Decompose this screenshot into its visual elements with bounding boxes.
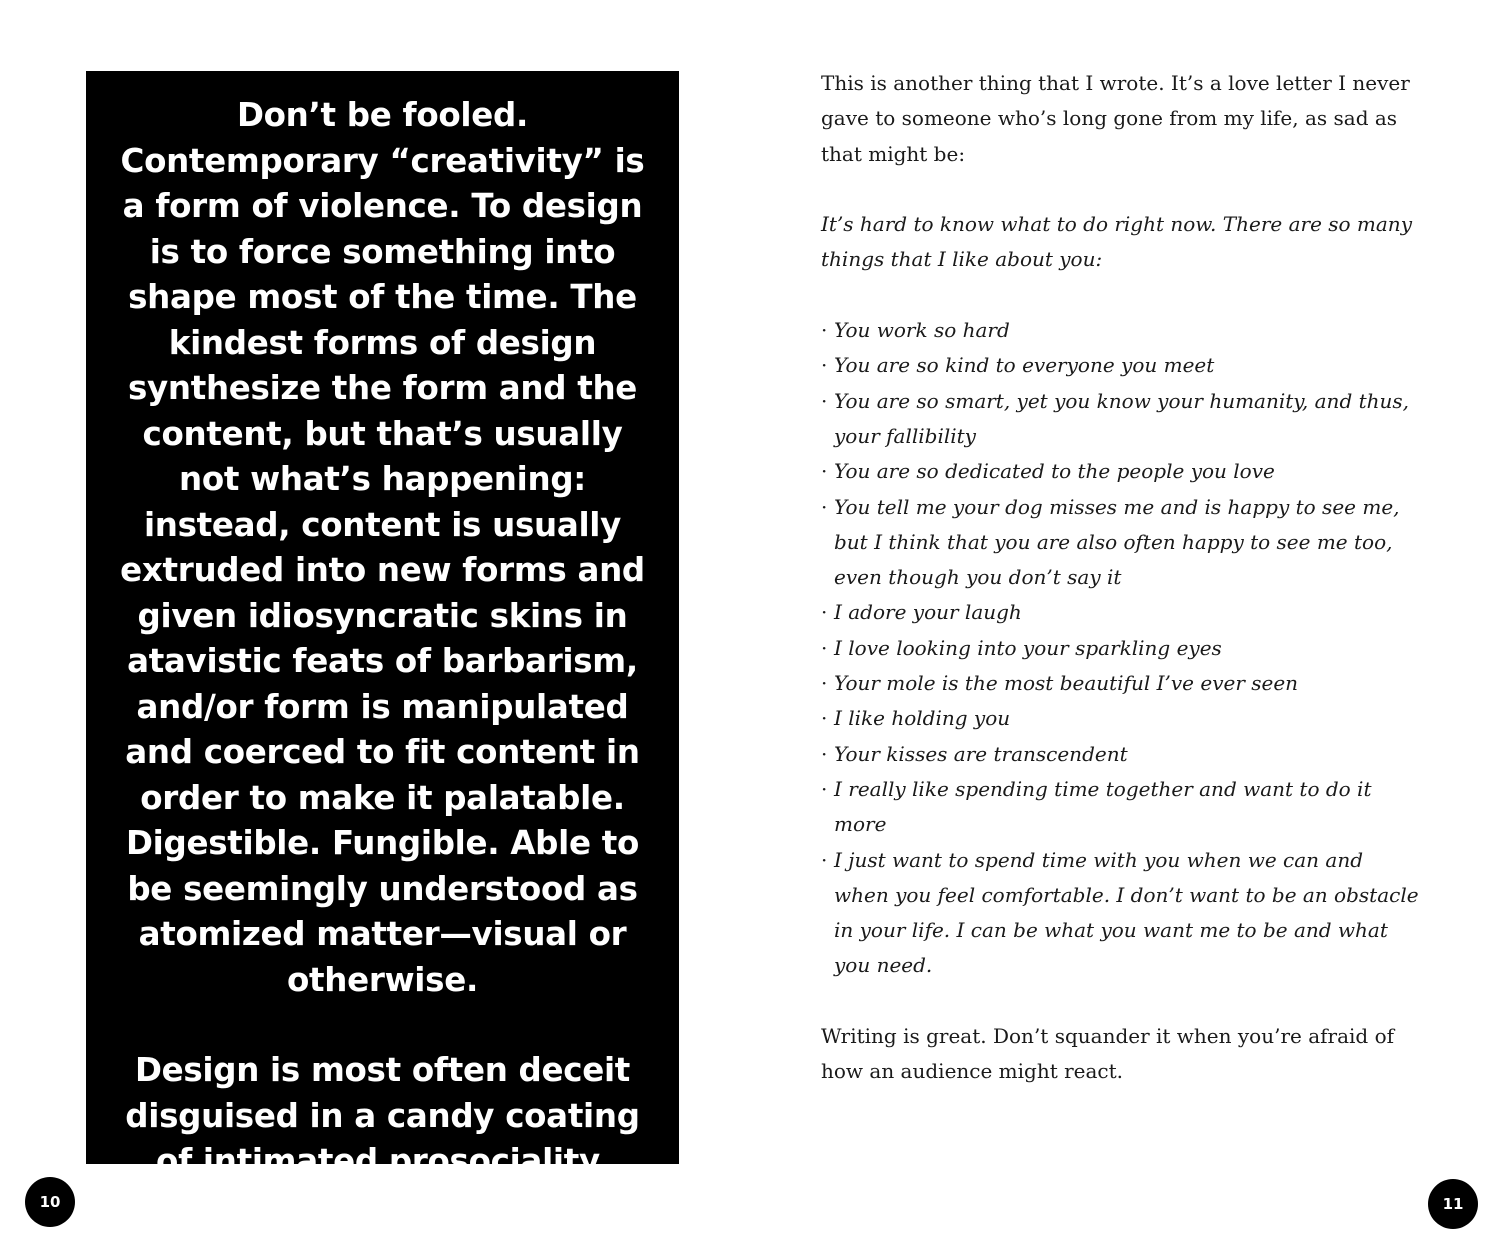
page-number-right: 11 bbox=[1428, 1179, 1478, 1229]
closing-paragraph: Writing is great. Don’t squander it when you’re afraid of how an audience might react. bbox=[821, 1024, 1395, 1084]
letter-bullet-list bbox=[821, 313, 1421, 984]
list-item: · I really like spending time together and want to do it more bbox=[821, 772, 1421, 843]
page-number-left: 10 bbox=[25, 1177, 75, 1227]
list-item: · You are so kind to everyone you meet bbox=[821, 348, 1421, 383]
list-item: · Your mole is the most beautiful I’ve ever seen bbox=[821, 666, 1421, 701]
list-item: · I like holding you bbox=[821, 701, 1421, 736]
list-item: · You are so dedicated to the people you love bbox=[821, 454, 1421, 489]
list-item: · You work so hard bbox=[821, 313, 1421, 348]
letter-opening: It’s hard to know what to do right now. There are so many things that I like about you: bbox=[821, 212, 1412, 272]
list-item: · I adore your laugh bbox=[821, 595, 1421, 630]
manifesto-paragraph-1: Don’t be fooled. Contemporary “creativity” is a form of violence. To design is to force something into shape most of the time. The kindest forms of design synthesize the form and the content, but that’s usually not what’s happening: instead, content is usually extruded into new forms and given idiosyncratic skins in atavistic feats of barbarism, and/or form is manipulated and coerced to fit content in order to make it palatable. Digestible. Fungible. Able to be seemingly understood as atomized matter—visual or otherwise. bbox=[120, 96, 645, 999]
list-item: · Your kisses are transcendent bbox=[821, 737, 1421, 772]
list-item: · You are so smart, yet you know your humanity, and thus, your fallibility bbox=[821, 384, 1421, 455]
manifesto-panel bbox=[86, 71, 679, 1180]
list-item: · You tell me your dog misses me and is happy to see me, but I think that you are also often happy to see me too, even though you don’t say it bbox=[821, 490, 1421, 596]
list-item: · I just want to spend time with you when we can and when you feel comfortable. I don’t want to be an obstacle in your life. I can be what you want me to be and what you need. bbox=[821, 843, 1421, 984]
intro-paragraph: This is another thing that I wrote. It’s a love letter I never gave to someone who’s long gone from my life, as sad as that might be: bbox=[821, 71, 1410, 166]
list-item: · I love looking into your sparkling eyes bbox=[821, 631, 1421, 666]
manifesto-paragraph-2: Design is most often deceit disguised in a candy coating of intimated prosociality. bbox=[125, 1051, 640, 1180]
paragraph-spacer bbox=[112, 1003, 653, 1048]
right-page-text bbox=[821, 66, 1421, 1090]
